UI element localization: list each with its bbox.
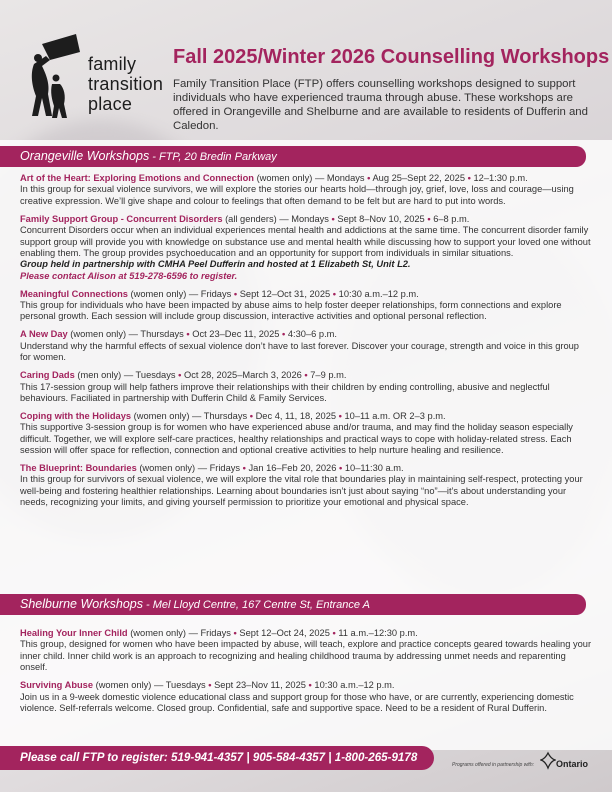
- workshop-title: Art of the Heart: Exploring Emotions and Connection: [20, 173, 254, 183]
- section-band-shelburne: [0, 594, 586, 615]
- workshop-meta: (men only) — Tuesdays: [74, 370, 179, 381]
- orangeville-workshops: [20, 173, 592, 515]
- ontario-logo: [540, 751, 596, 773]
- workshop-description: This 17-session group will help fathers improve their relationships with their children by ending controlling, abusive and neglectful behaviours. Faciliated in partnership with Dufferin Child & Family Services.: [20, 381, 550, 403]
- workshop-meta: (women only) — Tuesdays: [93, 680, 209, 691]
- section-band-orangeville: [0, 146, 586, 167]
- workshop-a-new-day: A New Day (women only) — Thursdays • Oct 23–Dec 11, 2025 • 4:30–6 p.m. Understand why the harmful effects of sexual violence don’t have to last forever. Discover your courage, strength and voice in this group for women.: [20, 329, 592, 363]
- workshop-meta: (women only) — Fridays: [127, 628, 234, 638]
- workshop-meaningful-connections: Meaningful Connections (women only) — Fridays • Sept 12–Oct 31, 2025 • 10:30 a.m.–12 p.m. This group for individuals who have been impacted by abuse aims to help foster deeper relationships, form connections and explore personal growth. Each session will include group discussion, interactive activities and optional personal reflection.: [20, 289, 592, 323]
- trillium-icon: [540, 751, 556, 771]
- workshop-dates: Sept 23–Nov 11, 2025: [214, 680, 306, 691]
- workshop-dates: Jan 16–Feb 20, 2026: [248, 462, 337, 473]
- section-location: - FTP, 20 Bredin Parkway: [149, 151, 277, 163]
- workshop-meta: (women only) — Mondays: [253, 173, 368, 183]
- workshop-time: 6–8 p.m.: [433, 213, 470, 224]
- workshop-contact-note: Please contact Alison at 519-278-6596 to register.: [20, 270, 238, 281]
- workshop-meta: (women only) — Thursdays: [131, 410, 250, 421]
- workshop-partnership-note: Group held in partnership with CMHA Peel Dufferin and hosted at 1 Elizabeth St, Unit L2.: [20, 259, 411, 270]
- workshop-coping-with-holidays: Coping with the Holidays (women only) — Thursdays • Dec 4, 11, 18, 2025 • 10–11 a.m. OR 2–3 p.m. This supportive 3-session group is for women who have experienced abuse and/or trauma, and may find the holiday season especially difficult. Together, we will explore self-care practices, healthy relationships and practical ways to cope with holiday-related stress. Each session will offer space for reflection, connection and optional creative activities to help nurture healing and resilience.: [20, 411, 592, 457]
- logo-line-3: place: [88, 94, 133, 114]
- workshop-surviving-abuse: Surviving Abuse (women only) — Tuesdays • Sept 23–Nov 11, 2025 • 10:30 a.m.–12 p.m. Join us in a 9-week domestic violence educational class and support group for those who have, or are currently, experiencing domestic violence. Self-referrals welcome. Closed group. Confidential, safe and supportive space. Need to be a resident of Rural Dufferin.: [20, 680, 592, 714]
- intro-paragraph: Family Transition Place (FTP) offers counselling workshops designed to support individuals who have experienced trauma through abuse. These workshops are offered in Orangeville and Shelburne and are available to residents of Dufferin and Caledon.: [173, 78, 588, 132]
- workshop-title: Surviving Abuse: [20, 680, 94, 691]
- workshop-dates: Sept 12–Oct 31, 2025: [239, 288, 331, 299]
- workshop-time: 10–11 a.m. OR 2–3 p.m.: [344, 410, 446, 421]
- logo-wordmark: [88, 54, 163, 114]
- ftp-logo-figure-icon: [26, 30, 88, 120]
- workshop-description: This supportive 3-session group is for women who have experienced abuse and/or trauma, and may find the holiday season especially difficult. Together, we will explore self-care practices, healthy relationships and practical ways to cope with holiday-related stress. Each session will offer space for reflection, connection and optional creative activities to help nurture healing and resilience.: [20, 422, 573, 456]
- workshop-title: Meaningful Connections: [20, 288, 128, 299]
- workshop-meta: (women only) — Fridays: [136, 462, 243, 473]
- workshop-dates: Dec 4, 11, 18, 2025: [255, 410, 337, 421]
- logo-line-1: family: [88, 54, 137, 74]
- workshop-time: 4:30–6 p.m.: [287, 329, 337, 340]
- partnership-note: Programs offered in partnership with:: [452, 762, 534, 768]
- workshop-meta: (all genders) — Mondays: [222, 213, 332, 224]
- workshop-dates: Sept 8–Nov 10, 2025: [337, 213, 425, 224]
- workshop-description: Join us in a 9-week domestic violence educational class and support group for those who have, or are currently, experiencing domestic violence. Self-referrals welcome. Closed group. Confidential, safe and supportive space. Need to be a resident of Rural Dufferin.: [20, 691, 574, 713]
- workshop-title: The Blueprint: Boundaries: [20, 462, 137, 473]
- workshop-title: Healing Your Inner Child: [20, 628, 128, 638]
- workshop-healing-inner-child: Healing Your Inner Child (women only) — Fridays • Sept 12–Oct 24, 2025 • 11 a.m.–12:30 p.m. This group, designed for women who have been impacted by abuse, will teach, explore and practice concepts geared towards healing your inner child. Inner child work is an approach to recognizing and healing childhood trauma by addressing unmet needs and reparenting onself.: [20, 628, 592, 673]
- logo-line-2: transition: [88, 74, 164, 94]
- section-location: - Mel Lloyd Centre, 167 Centre St, Entrance A: [142, 599, 371, 611]
- workshop-description: In this group for sexual violence survivors, we will explore the stories our hearts hold—through joy, grief, love, loss and courage—using creative expression. We’ll give shape and colour to feelings that often demand to be felt but are hard to put into words.: [20, 184, 574, 206]
- workshop-title: A New Day: [20, 329, 68, 340]
- ontario-wordmark: Ontario: [556, 759, 589, 769]
- workshop-dates: Aug 25–Sept 22, 2025: [372, 173, 466, 183]
- workshop-time: 11 a.m.–12:30 p.m.: [338, 628, 418, 638]
- workshop-title: Coping with the Holidays: [20, 410, 132, 421]
- workshop-time: 10–11:30 a.m.: [344, 462, 404, 473]
- workshop-description: Understand why the harmful effects of sexual violence don’t have to last forever. Discover your courage, strength and voice in this group for women.: [20, 340, 579, 363]
- workshop-blueprint-boundaries: The Blueprint: Boundaries (women only) — Fridays • Jan 16–Feb 20, 2026 • 10–11:30 a.m. In this group for survivors of sexual violence, we will explore the vital role that boundaries play in maintaining self-respect, protecting your well-being and fostering healthier relationships. Learning about boundaries isn’t just about saying “no”—it’s about understanding your needs, recognizing your limits, and giving yourself permission to prioritize your emotional and physical space.: [20, 463, 592, 509]
- shelburne-workshops: [20, 628, 592, 721]
- workshop-description: Concurrent Disorders occur when an individual experiences mental health and addictions at the same time. The concurrent disorder family support group will provide you with knowledge on substance use and mental health while discussing how to support your loved one without enabling them. The group provides psychoeducation and an opportunity for support from individuals in similar situations.: [20, 225, 591, 258]
- workshop-time: 10:30 a.m.–12 p.m.: [338, 288, 419, 299]
- workshop-meta: (women only) — Fridays: [127, 288, 234, 299]
- page-title: Fall 2025/Winter 2026 Counselling Workshops: [173, 46, 610, 68]
- workshop-caring-dads: Caring Dads (men only) — Tuesdays • Oct 28, 2025–March 3, 2026 • 7–9 p.m. This 17-session group will help fathers improve their relationships with their children by ending controlling, abusive and neglectful behaviours. Faciliated in partnership with Dufferin Child & Family Services.: [20, 370, 592, 404]
- workshop-dates: Oct 23–Dec 11, 2025: [192, 329, 280, 340]
- workshop-family-support-group: Family Support Group - Concurrent Disorders (all genders) — Mondays • Sept 8–Nov 10, 2025 • 6–8 p.m. Concurrent Disorders occur when an individual experiences mental health and addictions at the same time. The concurrent disorder family support group will provide you with knowledge on substance use and mental health while discussing how to support your loved one without enabling them. The group provides psychoeducation and an opportunity for support from individuals in similar situations. Group held in partnership with CMHA Peel Dufferin and hosted at 1 Elizabeth St, Unit L2. Please contact Alison at 519-278-6596 to register.: [20, 213, 591, 281]
- workshop-time: 10:30 a.m.–12 p.m.: [314, 680, 395, 691]
- workshop-time: 7–9 p.m.: [310, 370, 347, 381]
- section-name: Shelburne Workshops: [20, 597, 143, 611]
- ftp-logo: [26, 30, 166, 120]
- workshop-art-of-the-heart: Art of the Heart: Exploring Emotions and Connection (women only) — Mondays • Aug 25–Sept 22, 2025 • 12–1:30 p.m. In this group for sexual violence survivors, we will explore the stories our hearts hold—through joy, grief, love, loss and courage—using creative expression. We’ll give shape and colour to feelings that often demand to be felt but are hard to put into words.: [20, 173, 592, 207]
- workshop-meta: (women only) — Thursdays: [67, 329, 187, 340]
- workshop-dates: Sept 12–Oct 24, 2025: [239, 628, 330, 638]
- register-phone-band: Please call FTP to register: 519-941-4357 | 905-584-4357 | 1-800-265-9178: [0, 746, 434, 770]
- workshop-title: Caring Dads: [20, 370, 75, 381]
- workshop-description: This group, designed for women who have been impacted by abuse, will teach, explore and practice concepts geared towards healing your inner child. Inner child work is an approach to recognizing and healing childhood trauma by addressing unmet needs and reparenting onself.: [20, 639, 592, 673]
- section-name: Orangeville Workshops: [20, 149, 150, 163]
- workshop-description: This group for individuals who have been impacted by abuse aims to help foster deeper relationships, form connections and explore personal growth. Each session will include group discussion, interactive activities and optional personal reflection.: [20, 300, 562, 322]
- workshop-title: Family Support Group - Concurrent Disorders: [20, 213, 223, 224]
- workshop-time: 12–1:30 p.m.: [473, 173, 528, 183]
- workshop-description: In this group for survivors of sexual violence, we will explore the vital role that boundaries play in maintaining self-respect, protecting your well-being and fostering healthier relationships. Learning about boundaries isn’t just about saying “no”—it’s about understanding your needs, recognizing your limits, and giving yourself permission to prioritize your emotional and physical space.: [20, 474, 583, 508]
- workshop-dates: Oct 28, 2025–March 3, 2026: [183, 370, 302, 381]
